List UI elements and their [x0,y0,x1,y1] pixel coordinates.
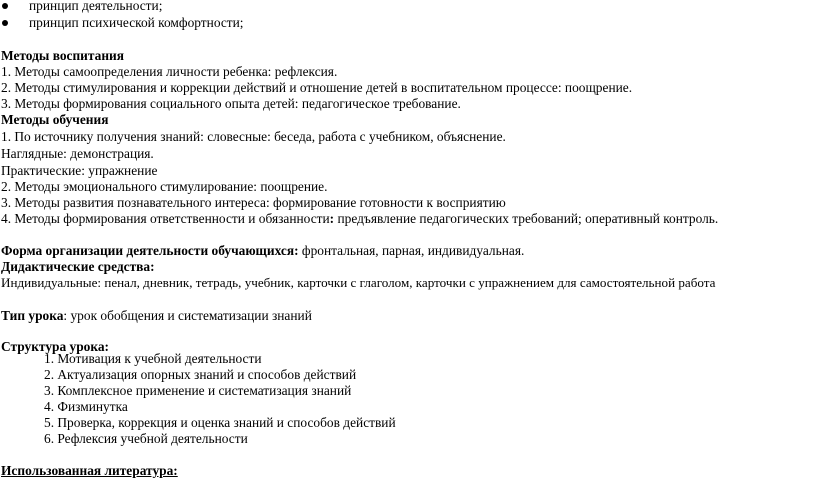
structure-item: 2. Актуализация опорных знаний и способов действий [44,367,357,382]
teaching-line: 2. Методы эмоционального стимулирование: поощрение. [1,179,328,194]
lesson-type-value: : урок обобщения и систематизации знаний [63,308,312,323]
bullet-text: принцип психической комфортности; [29,15,244,30]
upbringing-item: 2. Методы стимулирования и коррекции действий и отношение детей в воспитательном процессе: поощрение. [1,80,633,95]
structure-item: 1. Мотивация к учебной деятельности [44,351,262,366]
didactic-value: Индивидуальные: пенал, дневник, тетрадь, учебник, карточки с глаголом, карточки с упражнением для самостоятельной работа [1,275,716,290]
form-value: фронтальная, парная, индивидуальная. [298,243,525,258]
teaching-heading: Методы обучения [1,112,109,127]
bullet-icon [2,20,8,26]
structure-heading: Структура урока: [1,339,110,354]
structure-item: 4. Физминутка [44,399,128,414]
upbringing-heading: Методы воспитания [1,48,125,63]
teaching-line: 3. Методы развития познавательного интереса: формирование готовности к восприятию [1,195,506,210]
structure-item: 3. Комплексное применение и систематизация знаний [44,383,352,398]
teaching-line: 1. По источнику получения знаний: словесные: беседа, работа с учебником, объяснение. [1,129,506,144]
upbringing-item: 1. Методы самоопределения личности ребенка: рефлексия. [1,64,338,79]
form-line [1,243,524,259]
didactic-heading: Дидактические средства: [1,259,155,274]
lesson-type-line [1,308,312,324]
form-label: Форма организации деятельности обучающихся: [1,243,299,258]
literature-heading: Использованная литература: [1,463,178,478]
lesson-type-label: Тип урока [1,308,64,323]
bullet-icon [2,3,8,9]
teaching-line: 4. Методы формирования ответственности и обязанности: предъявление педагогических требований; оперативный контроль. [1,211,719,226]
upbringing-item: 3. Методы формирования социального опыта детей: педагогическое требование. [1,96,461,111]
structure-item: 6. Рефлексия учебной деятельности [44,431,248,446]
bullet-text: принцип деятельности; [29,0,163,13]
structure-item: 5. Проверка, коррекция и оценка знаний и способов действий [44,415,396,430]
teaching-line: Наглядные: демонстрация. [1,146,154,161]
teaching-line: Практические: упражнение [1,163,158,178]
